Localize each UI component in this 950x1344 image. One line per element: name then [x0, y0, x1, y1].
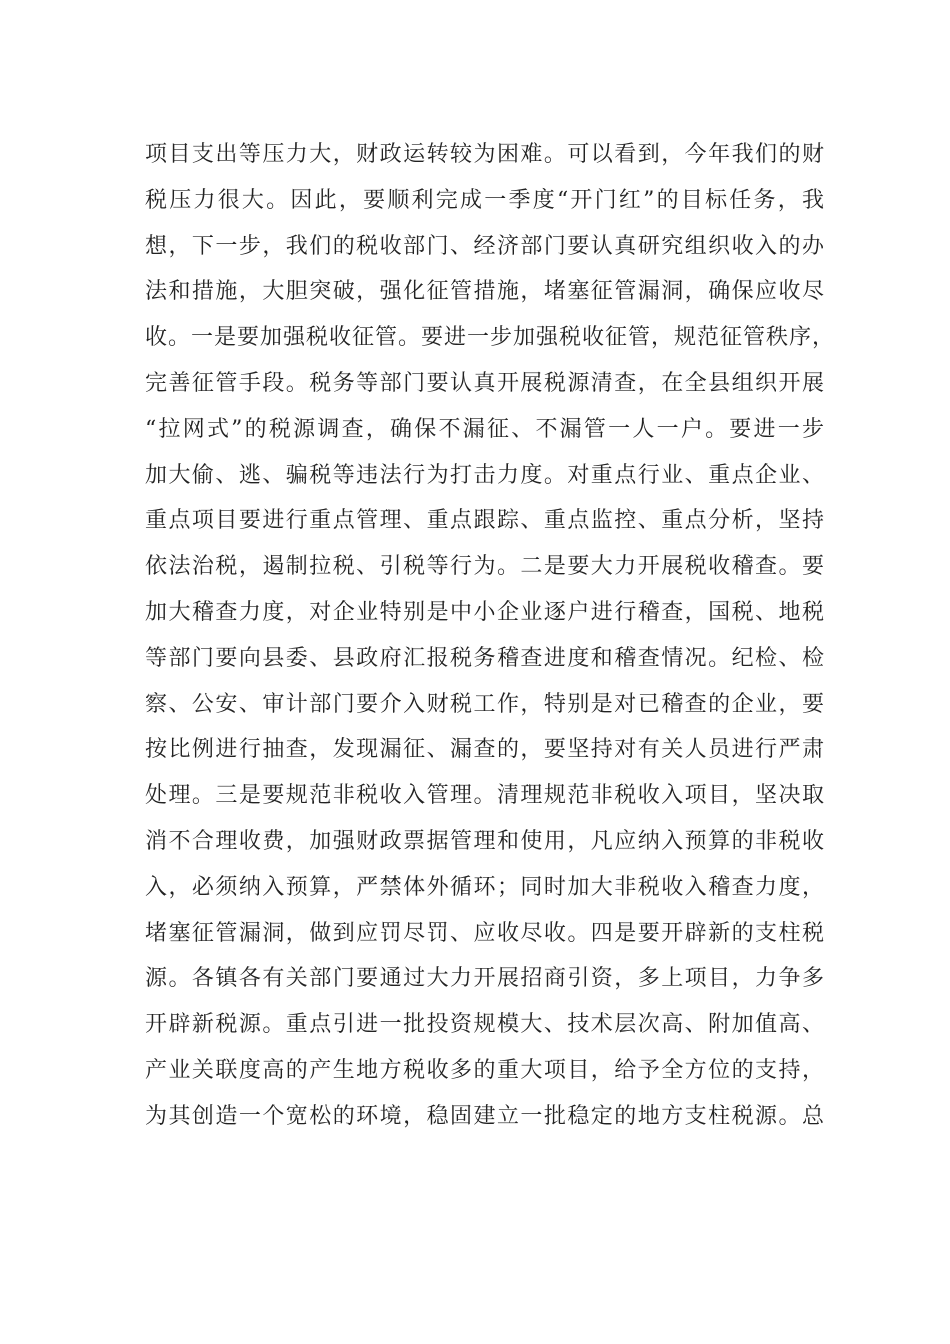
text-line: 处理。三是要规范非税收入管理。清理规范非税收入项目，坚决取 — [145, 783, 825, 809]
text-line: 税压力很大。因此，要顺利完成一季度“开门红”的目标任务，我 — [145, 187, 825, 213]
text-line: 收。一是要加强税收征管。要进一步加强税收征管，规范征管秩序， — [145, 325, 836, 351]
body-paragraph — [145, 132, 836, 1140]
text-line: 堵塞征管漏洞，做到应罚尽罚、应收尽收。四是要开辟新的支柱税 — [145, 920, 825, 946]
text-line: 为其创造一个宽松的环境，稳固建立一批稳定的地方支柱税源。总 — [145, 1103, 825, 1129]
text-line: 入，必须纳入预算，严禁体外循环；同时加大非税收入稽查力度， — [145, 874, 825, 900]
text-line: 项目支出等压力大，财政运转较为困难。可以看到，今年我们的财 — [145, 142, 825, 167]
text-line: 依法治税，遏制拉税、引税等行为。二是要大力开展税收稽查。要 — [145, 554, 825, 580]
text-line: 源。各镇各有关部门要通过大力开展招商引资，多上项目，力争多 — [145, 966, 825, 992]
text-line: 重点项目要进行重点管理、重点跟踪、重点监控、重点分析，坚持 — [145, 508, 825, 534]
text-line: 加大稽查力度，对企业特别是中小企业逐户进行稽查，国税、地税 — [145, 599, 825, 625]
text-line: 完善征管手段。税务等部门要认真开展税源清查，在全县组织开展 — [145, 370, 825, 396]
text-line: 察、公安、审计部门要介入财税工作，特别是对已稽查的企业，要 — [145, 691, 825, 717]
text-line: 按比例进行抽查，发现漏征、漏查的，要坚持对有关人员进行严肃 — [145, 737, 825, 763]
text-line: 等部门要向县委、县政府汇报税务稽查进度和稽查情况。纪检、检 — [145, 645, 825, 671]
text-line: “拉网式”的税源调查，确保不漏征、不漏管一人一户。要进一步 — [145, 416, 825, 442]
text-line: 开辟新税源。重点引进一批投资规模大、技术层次高、附加值高、 — [145, 1012, 825, 1038]
text-line: 产业关联度高的产生地方税收多的重大项目，给予全方位的支持， — [145, 1057, 825, 1083]
text-line: 加大偷、逃、骗税等违法行为打击力度。对重点行业、重点企业、 — [145, 462, 825, 488]
text-line: 想，下一步，我们的税收部门、经济部门要认真研究组织收入的办 — [145, 233, 825, 259]
text-line: 消不合理收费，加强财政票据管理和使用，凡应纳入预算的非税收 — [145, 828, 825, 854]
text-line: 法和措施，大胆突破，强化征管措施，堵塞征管漏洞，确保应收尽 — [145, 279, 825, 305]
